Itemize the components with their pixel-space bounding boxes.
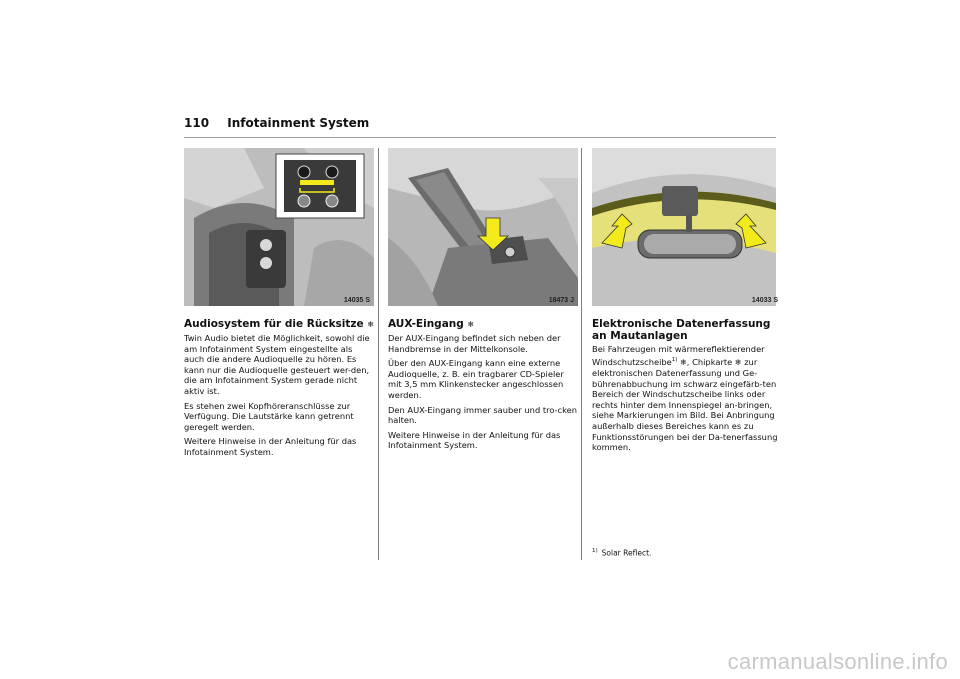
aux-input-illustration <box>388 148 578 306</box>
snowflake-icon: ❄ <box>467 320 475 329</box>
figure-aux-input <box>388 148 578 306</box>
column-divider-1 <box>378 148 379 560</box>
page-header <box>184 116 369 130</box>
column-rear-audio <box>184 148 374 462</box>
footnote-text: Solar Reflect. <box>601 548 652 558</box>
page-number: 110 <box>184 116 210 130</box>
paragraph: Über den AUX-Eingang kann eine externe Audioquelle, z. B. ein tragbarer CD-Spieler mit 3,5 mm Klinkenstecker angeschlossen werden. <box>388 358 564 400</box>
figure-code: 18473 J <box>548 297 574 304</box>
figure-code: 14033 S <box>751 297 778 304</box>
heading-rear-audio: Audiosystem für die Rücksitze ❄ <box>184 318 375 330</box>
footnote-mark: 1) <box>592 548 598 554</box>
paragraph: Den AUX-Eingang immer sauber und tro-cken halten. <box>388 404 577 426</box>
heading-aux-input: AUX-Eingang ❄ <box>388 318 475 330</box>
paragraph: Es stehen zwei Kopfhöreranschlüsse zur Verfügung. Die Lautstärke kann getrennt geregelt werden. <box>184 400 354 432</box>
figure-code: 14035 S <box>343 297 370 304</box>
column-toll-data <box>592 148 782 457</box>
paragraph: Weitere Hinweise in der Anleitung für das Infotainment System. <box>184 436 357 457</box>
section-title: Infotainment System <box>227 116 370 130</box>
windscreen-mirror-illustration <box>592 148 776 306</box>
figure-toll-data <box>592 148 782 306</box>
footnote-ref: 1) <box>671 356 678 363</box>
rear-audio-illustration <box>184 148 374 306</box>
header-rule <box>184 137 776 138</box>
paragraph: Der AUX-Eingang befindet sich neben der Handbremse in der Mittelkonsole. <box>388 333 561 354</box>
column-aux-input <box>388 148 578 455</box>
paragraph: Twin Audio bietet die Möglichkeit, sowohl die am Infotainment System eingestellte als auch die andere Audioquelle zu hören. Es kann nur die Audioquelle gesteuert wer-den, die am Infotainment System gerade nicht aktiv ist. <box>184 333 370 396</box>
column-divider-2 <box>581 148 582 560</box>
paragraph: Bei Fahrzeugen mit wärmereflektierender Windschutzscheibe$^{1)}$ ❄, Chipkarte ❄ zur elektronischen Datenerfassung und Ge-bührenabbuchung im schwarz eingefärb-ten Bereich der Windschutzscheibe links oder rechts hinter dem Innenspiegel an-bringen, siehe Markierungen im Bild. Bei Anbringung außerhalb dieses Bereiches kann es zu Funktionsstörungen bei der Da-tenerfassung kommen. <box>592 344 778 453</box>
snowflake-icon: ❄ <box>734 357 742 367</box>
footnote <box>592 548 651 558</box>
paragraph: Weitere Hinweise in der Anleitung für das Infotainment System. <box>388 429 561 451</box>
watermark: carmanualsonline.info <box>727 649 948 674</box>
snowflake-icon: ❄ <box>680 357 687 367</box>
snowflake-icon: ❄ <box>367 320 375 329</box>
figure-rear-audio <box>184 148 374 306</box>
heading-toll-data: Elektronische Datenerfassung an Mautanlagen <box>592 318 771 342</box>
